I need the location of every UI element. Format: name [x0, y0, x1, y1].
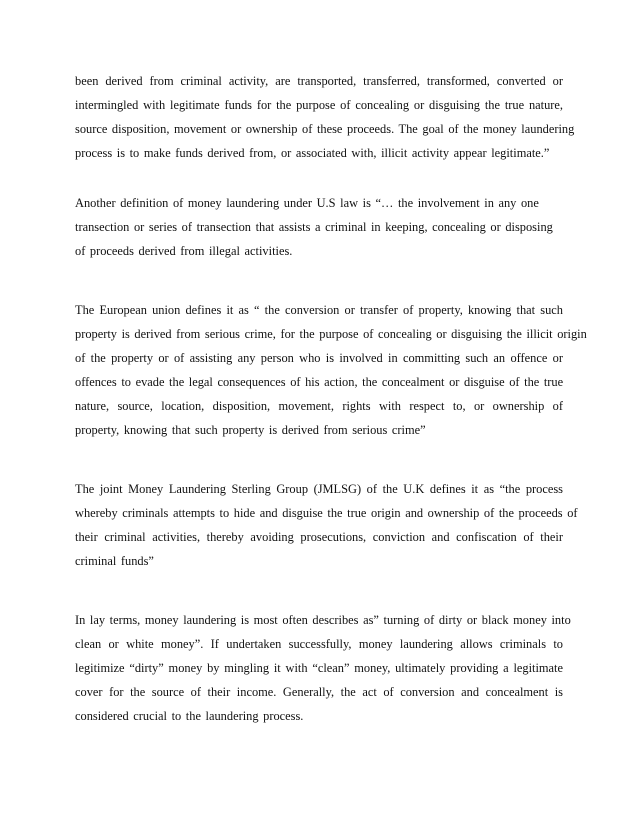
text-line: property, knowing that such property is derived from serious crime”: [75, 423, 426, 437]
text-line: The European union defines it as “ the conversion or transfer of property, knowing that such: [75, 303, 563, 317]
text-line: process is to make funds derived from, or associated with, illicit activity appear legitimate.”: [75, 146, 550, 160]
text-line: of proceeds derived from illegal activities.: [75, 244, 293, 258]
text-line: cover for the source of their income. Generally, the act of conversion and concealment is: [75, 685, 563, 699]
text-line: criminal funds”: [75, 554, 154, 568]
text-line: property is derived from serious crime, for the purpose of concealing or disguising the illicit origin: [75, 327, 587, 341]
text-line: intermingled with legitimate funds for the purpose of concealing or disguising the true nature,: [75, 98, 563, 112]
text-line: transection or series of transection that assists a criminal in keeping, concealing or disposing: [75, 220, 553, 234]
text-line: clean or white money”. If undertaken successfully, money laundering allows criminals to: [75, 637, 563, 651]
text-line: whereby criminals attempts to hide and disguise the true origin and ownership of the proceeds of: [75, 506, 578, 520]
text-line: legitimize “dirty” money by mingling it with “clean” money, ultimately providing a legitimate: [75, 661, 563, 675]
text-line: considered crucial to the laundering process.: [75, 709, 304, 723]
text-line: their criminal activities, thereby avoiding prosecutions, conviction and confiscation of their: [75, 530, 563, 544]
text-line: Another definition of money laundering under U.S law is “… the involvement in any one: [75, 196, 539, 210]
text-line: been derived from criminal activity, are transported, transferred, transformed, converted or: [75, 74, 563, 88]
text-line: offences to evade the legal consequences of his action, the concealment or disguise of the true: [75, 375, 564, 389]
text-line: nature, source, location, disposition, movement, rights with respect to, or ownership of: [75, 399, 563, 413]
text-line: of the property or of assisting any person who is involved in committing such an offence or: [75, 351, 563, 365]
text-line: The joint Money Laundering Sterling Group (JMLSG) of the U.K defines it as “the process: [75, 482, 563, 496]
text-line: source disposition, movement or ownership of these proceeds. The goal of the money laundering: [75, 122, 575, 136]
text-line: In lay terms, money laundering is most often describes as” turning of dirty or black money into: [75, 613, 571, 627]
